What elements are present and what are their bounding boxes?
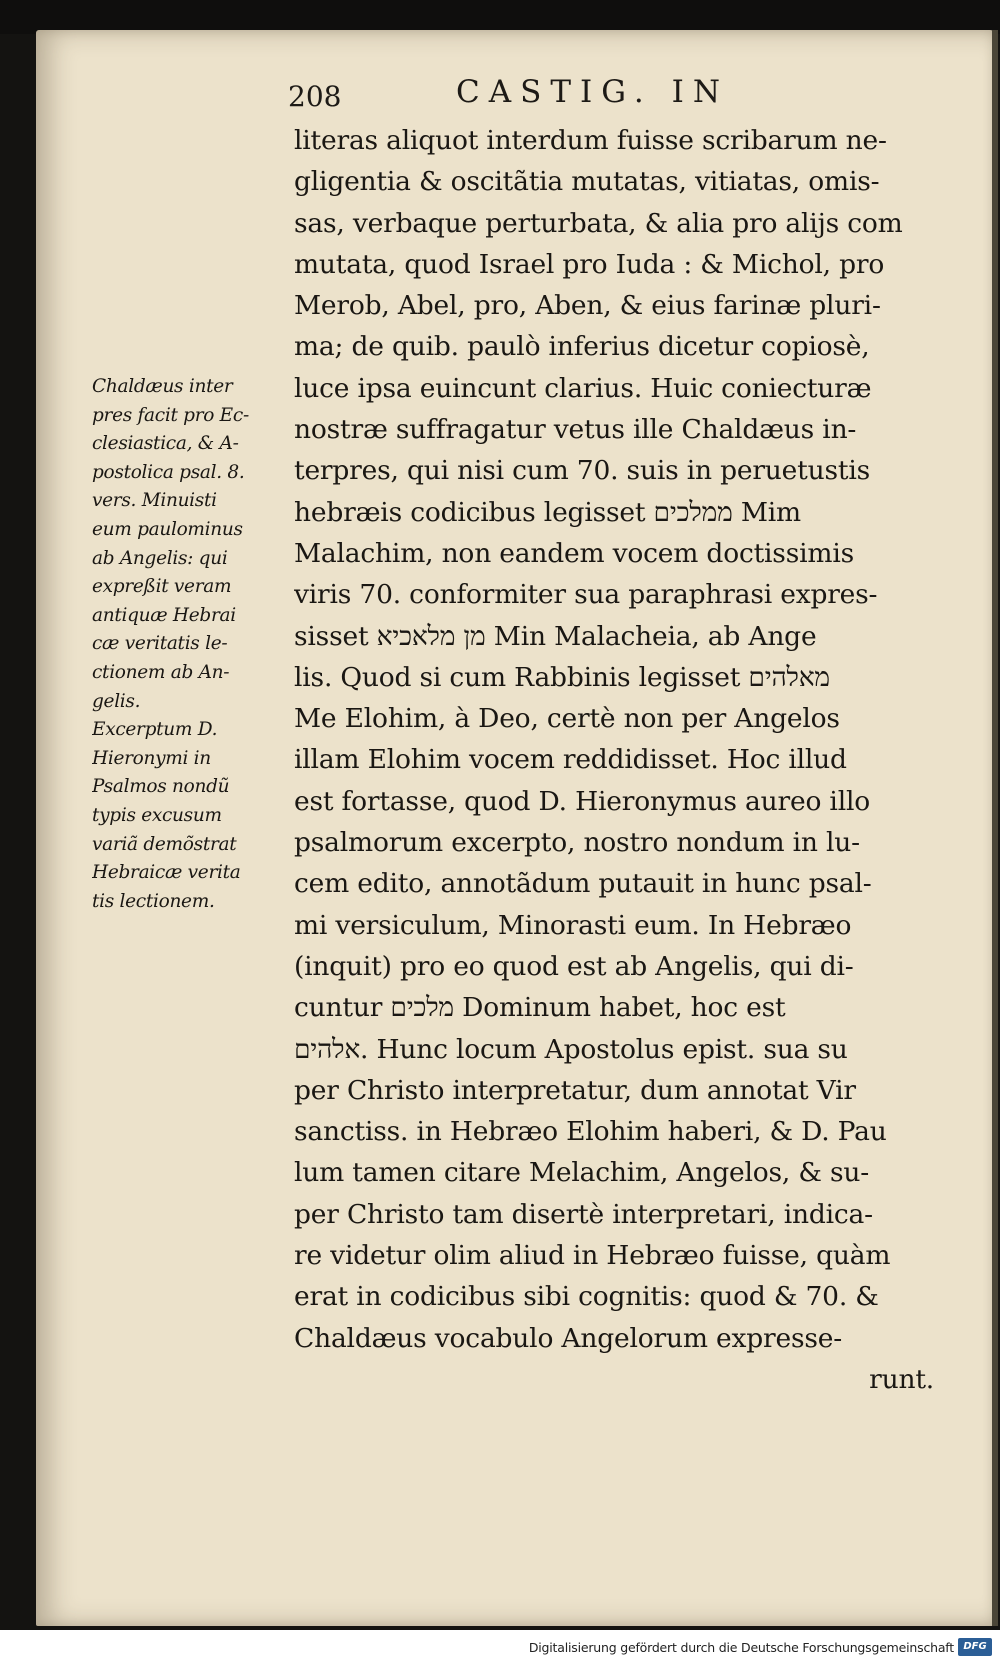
- page-number: 208: [288, 80, 342, 113]
- marginal-note-line: gelis.: [92, 690, 141, 712]
- marginal-note: [92, 373, 324, 916]
- marginal-note-line: typis excusum: [92, 804, 222, 826]
- marginal-note-line: clesiastica, & A-: [92, 433, 239, 455]
- text-line: lum tamen citare Melachim, Angelos, & su-: [294, 1157, 869, 1189]
- footer-bar: [0, 1630, 1000, 1665]
- text-line: hebræis codicibus legisset ממלכים Mim: [294, 496, 801, 528]
- marginal-note-line: variã demõstrat: [92, 833, 237, 855]
- text-line: Merob, Abel, pro, Aben, & eius farinæ pluri-: [294, 290, 881, 322]
- text-line: lis. Quod si cum Rabbinis legisset מאלהים: [294, 661, 830, 693]
- marginal-note-line: cæ veritatis le-: [92, 633, 228, 655]
- text-line: mutata, quod Israel pro Iuda : & Michol, pro: [294, 248, 885, 280]
- text-line: per Christo interpretatur, dum annotat Vir: [294, 1074, 856, 1106]
- running-head: CASTIG. IN: [456, 74, 730, 110]
- text-line: illam Elohim vocem reddidisset. Hoc illud: [294, 744, 847, 776]
- text-line: psalmorum excerpto, nostro nondum in lu-: [294, 827, 860, 859]
- text-line: re videtur olim aliud in Hebræo fuisse, quàm: [294, 1240, 891, 1272]
- text-line: nostræ suffragatur vetus ille Chaldæus in-: [294, 414, 857, 446]
- marginal-note-line: Excerptum D.: [92, 719, 218, 741]
- dfg-logo: DFG: [958, 1638, 992, 1656]
- text-line: cuntur מלכים Dominum habet, hoc est: [294, 992, 786, 1024]
- marginal-note-line: pres facit pro Ec-: [92, 404, 249, 426]
- text-line: runt.: [869, 1363, 934, 1395]
- marginal-note-line: postolica psal. 8.: [92, 461, 245, 483]
- text-line: Chaldæus vocabulo Angelorum expresse-: [294, 1322, 842, 1354]
- marginal-note-line: ab Angelis: qui: [92, 547, 228, 569]
- marginal-note-line: tis lectionem.: [92, 890, 215, 912]
- marginal-note-line: Hebraicæ verita: [92, 862, 241, 884]
- marginal-note-line: eum paulominus: [92, 518, 243, 540]
- digitization-credit: Digitalisierung gefördert durch die Deutsche Forschungsgemeinschaft: [528, 1640, 954, 1655]
- text-line: viris 70. conformiter sua paraphrasi expres-: [294, 579, 878, 611]
- text-line: sisset מן מלאכיא Min Malacheia, ab Ange: [294, 620, 817, 652]
- text-line: Me Elohim, à Deo, certè non per Angelos: [294, 703, 840, 735]
- text-line: אלהים. Hunc locum Apostolus epist. sua su: [294, 1033, 848, 1065]
- page-edge: [992, 30, 998, 1626]
- marginal-note-line: Psalmos nondũ: [92, 776, 230, 798]
- page-header: [288, 74, 888, 120]
- text-line: (inquit) pro eo quod est ab Angelis, qui di-: [294, 950, 854, 982]
- text-line: luce ipsa euincunt clarius. Huic coniecturæ: [294, 372, 872, 404]
- scan-background: [0, 0, 1000, 34]
- text-line: gligentia & oscitãtia mutatas, vitiatas, omis-: [294, 166, 880, 198]
- body-text: [294, 120, 934, 1400]
- text-line: cem edito, annotãdum putauit in hunc psal-: [294, 868, 872, 900]
- marginal-note-line: vers. Minuisti: [92, 490, 217, 512]
- text-line: erat in codicibus sibi cognitis: quod & 70. &: [294, 1281, 879, 1313]
- text-line: est fortasse, quod D. Hieronymus aureo illo: [294, 785, 871, 817]
- text-line: sanctiss. in Hebræo Elohim haberi, & D. Pau: [294, 1116, 887, 1148]
- marginal-note-line: Hieronymi in: [92, 747, 211, 769]
- text-line: mi versiculum, Minorasti eum. In Hebræo: [294, 909, 852, 941]
- text-line: sas, verbaque perturbata, & alia pro alijs com: [294, 207, 903, 239]
- marginal-note-line: Chaldæus inter: [92, 376, 233, 397]
- text-line: Malachim, non eandem vocem doctissimis: [294, 537, 854, 569]
- text-line: literas aliquot interdum fuisse scribarum ne-: [294, 125, 887, 156]
- marginal-note-line: antiquæ Hebrai: [92, 604, 236, 626]
- marginal-note-line: ctionem ab An-: [92, 661, 230, 683]
- marginal-note-line: expreßit veram: [92, 576, 232, 598]
- text-line: ma; de quib. paulò inferius dicetur copiosè,: [294, 331, 870, 363]
- text-line: per Christo tam disertè interpretari, indica-: [294, 1198, 873, 1230]
- text-line: terpres, qui nisi cum 70. suis in peruetustis: [294, 455, 870, 487]
